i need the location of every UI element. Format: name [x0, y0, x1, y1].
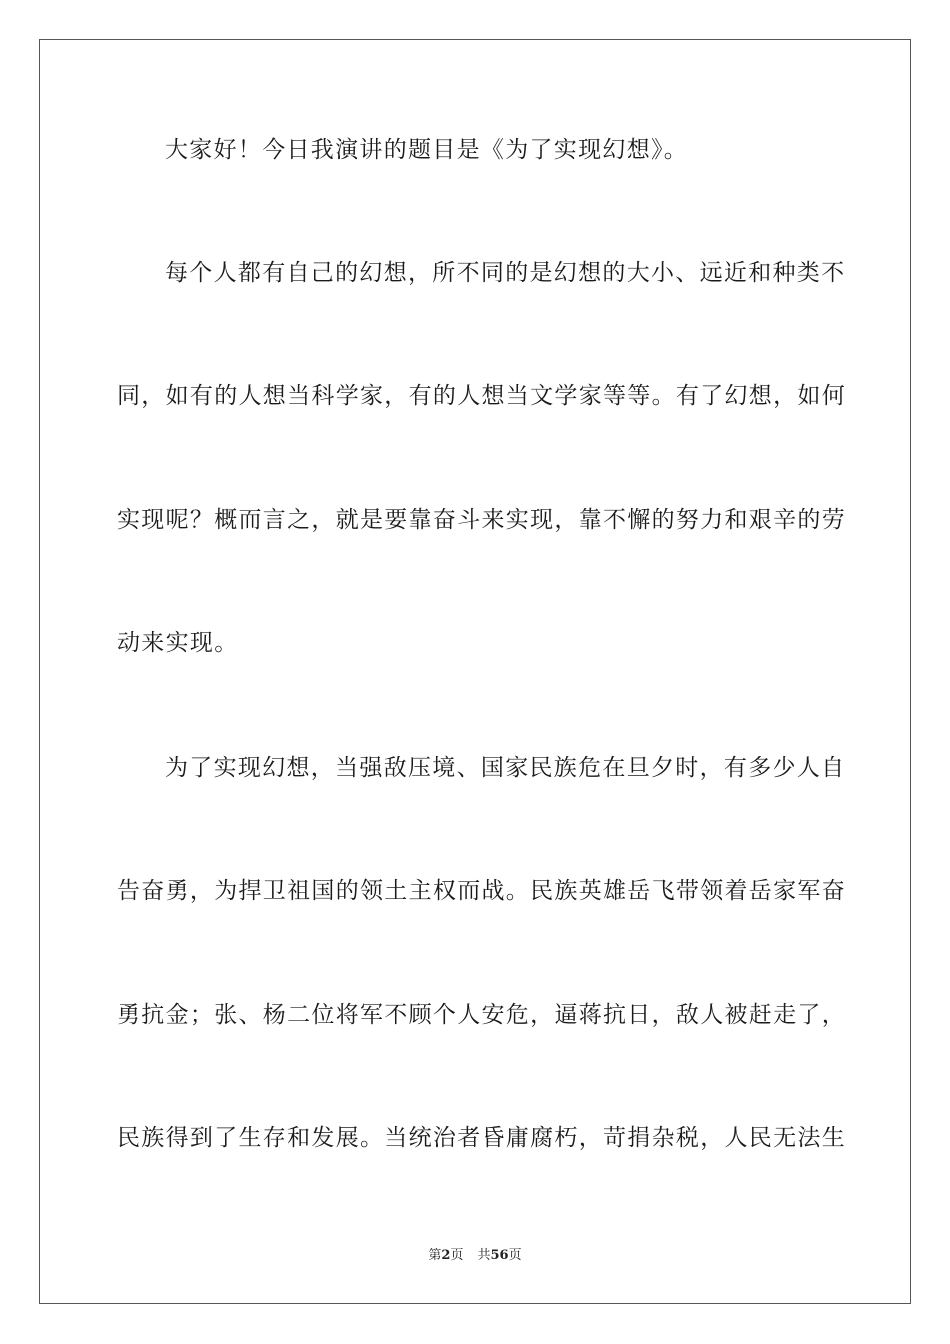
paragraph-line-6: 为了实现幻想，当强敌压境、国家民族危在旦夕时，有多少人自: [165, 755, 846, 781]
page-footer: [0, 1247, 950, 1265]
paragraph-line-3: 同，如有的人想当科学家，有的人想当文学家等等。有了幻想，如何: [117, 383, 846, 409]
page-border: [39, 39, 911, 1304]
footer-page-suffix: 页: [450, 1248, 464, 1263]
footer-total-prefix: 共: [477, 1248, 491, 1263]
footer-total-suffix: 页: [508, 1248, 522, 1263]
paragraph-line-7: 告奋勇，为捍卫祖国的领土主权而战。民族英雄岳飞带领着岳家军奋: [117, 878, 846, 904]
footer-total-pages: 56: [490, 1248, 509, 1263]
paragraph-line-2: 每个人都有自己的幻想，所不同的是幻想的大小、远近和种类不: [165, 260, 846, 286]
footer-page-prefix: 第: [428, 1248, 442, 1263]
paragraph-line-5: 动来实现。: [117, 630, 239, 656]
paragraph-line-8: 勇抗金；张、杨二位将军不顾个人安危，逼蒋抗日，敌人被赶走了，: [117, 1002, 846, 1028]
footer-page-number: 2: [441, 1248, 451, 1263]
paragraph-line-9: 民族得到了生存和发展。当统治者昏庸腐朽，苛捐杂税，人民无法生: [117, 1125, 846, 1151]
paragraph-line-4: 实现呢？概而言之，就是要靠奋斗来实现，靠不懈的努力和艰辛的劳: [117, 507, 846, 533]
paragraph-line-1: 大家好！今日我演讲的题目是《为了实现幻想》。: [165, 137, 689, 163]
